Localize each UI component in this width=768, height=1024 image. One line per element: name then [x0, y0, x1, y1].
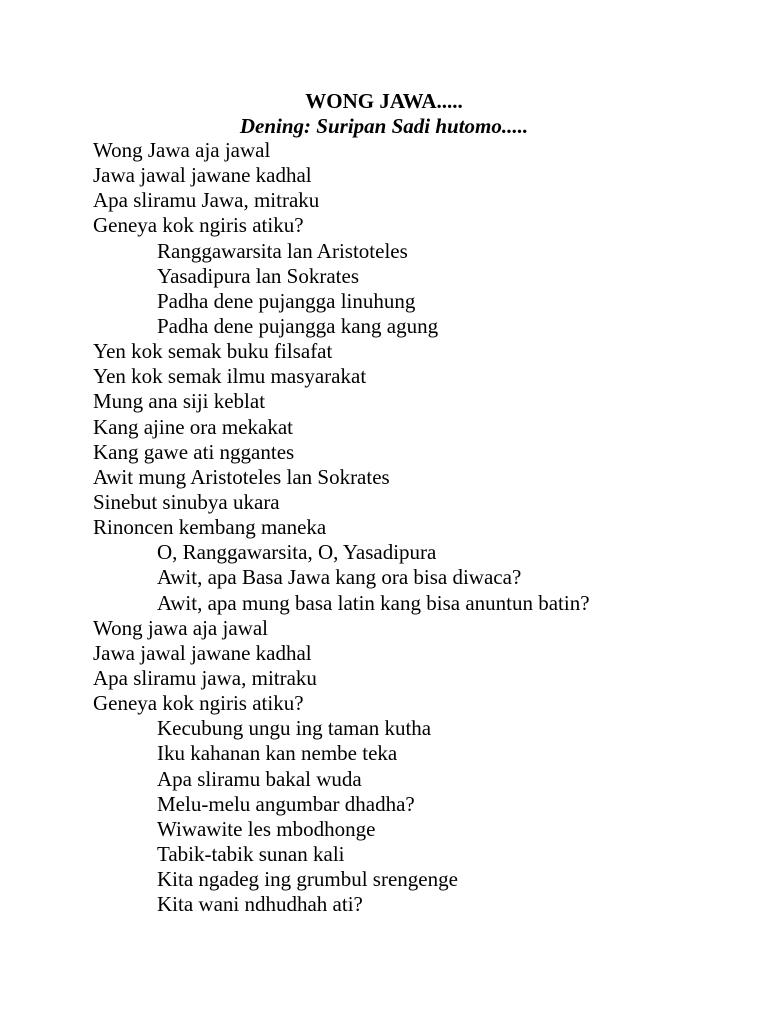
poem-line: Wong jawa aja jawal: [93, 615, 268, 640]
poem-line: Geneya kok ngiris atiku?: [93, 691, 304, 716]
poem-line: Padha dene pujangga linuhung: [157, 288, 416, 313]
poem-line: Jawa jawal jawane kadhal: [93, 640, 312, 665]
poem-line: Apa sliramu bakal wuda: [157, 766, 362, 791]
poem-line: Yen kok semak buku filsafat: [93, 339, 333, 364]
poem-line: Kang gawe ati nggantes: [93, 439, 295, 464]
poem-line: Kang ajine ora mekakat: [93, 414, 293, 439]
poem-line: Kecubung ungu ing taman kutha: [157, 716, 432, 741]
poem-line: Jawa jawal jawane kadhal: [93, 163, 312, 188]
poem-body: [93, 138, 733, 917]
poem-line: Wong Jawa aja jawal: [93, 138, 271, 162]
poem-line: Ranggawarsita lan Aristoteles: [157, 238, 408, 263]
poem-line: Yen kok semak ilmu masyarakat: [93, 364, 367, 389]
poem-line: Mung ana siji keblat: [93, 389, 266, 414]
poem-byline: Dening: Suripan Sadi hutomo.....: [239, 114, 529, 138]
poem-line: Rinoncen kembang maneka: [93, 515, 327, 540]
poem-line: Iku kahanan kan nembe teka: [157, 741, 398, 766]
poem-line: Sinebut sinubya ukara: [93, 489, 280, 514]
poem-line: Apa sliramu Jawa, mitraku: [93, 188, 320, 213]
poem-line: Kita wani ndhudhah ati?: [157, 892, 363, 917]
poem-line: Awit, apa mung basa latin kang bisa anuntun batin?: [157, 590, 590, 615]
poem-line: Awit, apa Basa Jawa kang ora bisa diwaca?: [157, 565, 522, 590]
poem-line: Padha dene pujangga kang agung: [157, 313, 439, 338]
poem-line: Tabik-tabik sunan kali: [157, 841, 345, 866]
poem-line: Melu-melu angumbar dhadha?: [157, 791, 415, 816]
poem-line: Awit mung Aristoteles lan Sokrates: [93, 464, 390, 489]
poem-line: Apa sliramu jawa, mitraku: [93, 665, 317, 690]
poem-line: O, Ranggawarsita, O, Yasadipura: [157, 540, 437, 565]
poem-line: Wiwawite les mbodhonge: [157, 816, 376, 841]
poem-line: Yasadipura lan Sokrates: [157, 263, 360, 288]
poem-title: WONG JAWA.....: [305, 89, 463, 113]
poem-line: Kita ngadeg ing grumbul srengenge: [157, 867, 458, 892]
poem-line: Geneya kok ngiris atiku?: [93, 213, 304, 238]
